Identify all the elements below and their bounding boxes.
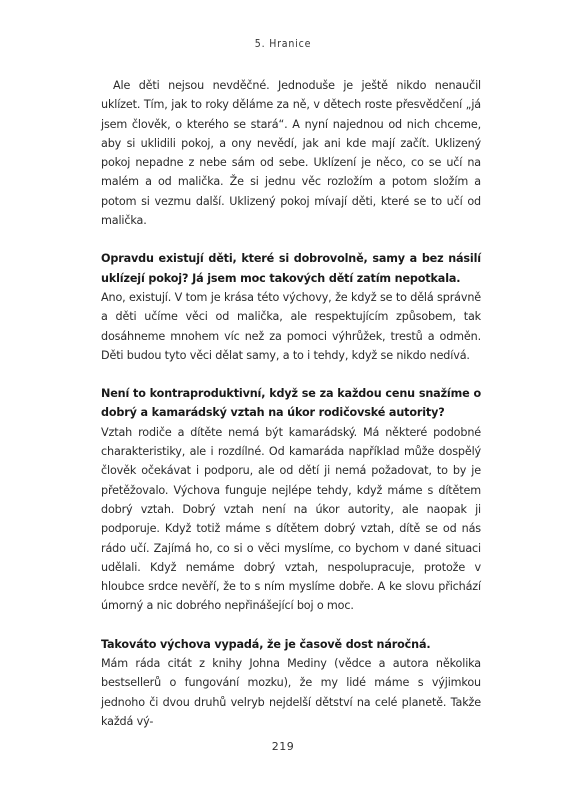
page-body (101, 76, 481, 731)
answer-1: Ano, existují. V tom je krása této výchovy, že když se to dělá správně a děti učíme věci od malička, ale respektujícím způsobem, tak dosáhneme mnohem víc než za pomoci výhrůžek, trestů a odměn. Děti budou tyto věci dělat samy, a to i tehdy, když se nikdo nedívá. (101, 290, 481, 362)
answer-2: Vztah rodiče a dítěte nemá být kamarádský. Má některé podobné charakteristiky, ale i rozdílné. Od kamaráda například může dospělý člověk očekávat i podporu, ale od dětí ji nemá požadovat, to by je přetěžovalo. Výchova funguje nejlépe tehdy, když máme s dítětem dobrý vztah. Dobrý vztah není na úkor autority, ale naopak ji podporuje. Když totiž máme s dítětem dobrý vztah, dítě se od nás rádo učí. Zajímá ho, co si o věci myslíme, co bychom v dané situaci udělali. Když nemáme dobrý vztah, nespolupracuje, protože v hloubce srdce nevěří, že to s ním myslíme dobře. A ke slovu přichází úmorný a nic dobrého nepřinášející boj o moc. (101, 425, 481, 613)
paragraph-intro: Ale děti nejsou nevděčné. Jednoduše je ještě nikdo nenaučil uklízet. Tím, jak to roky děláme za ně, v dětech roste přesvědčení „já jsem člověk, o kterého se stará“. A nyní najednou od nich chceme, aby si uklidili pokoj, a ony nevědí, jak ani kde mají začít. Uklizený pokoj nepadne z nebe sám od sebe. Uklízení je něco, co se učí na malém a od malička. Že si jednu věc rozložím a potom složím a potom si vezmu další. Uklizený pokoj mívají děti, které se to učí od malička. (101, 79, 481, 228)
page-number: 219 (271, 740, 295, 753)
question-1: Opravdu existují děti, které si dobrovolně, samy a bez násilí uklízejí pokoj? Já jsem moc takových dětí zatím nepotkala. (101, 252, 481, 285)
running-head: 5. Hranice (254, 38, 312, 50)
answer-3: Mám ráda citát z knihy Johna Mediny (vědce a autora několika bestsellerů o fungování mozku), že my lidé máme s výjimkou jednoho či dvou druhů velryb nejdelší dětství na celé planetě. Takže každá vý- (101, 657, 481, 728)
question-2: Není to kontraproduktivní, když se za každou cenu snažíme o dobrý a kamarádský vztah na úkor rodičovské autority? (101, 387, 481, 420)
question-3: Takováto výchova vypadá, že je časově dost náročná. (101, 637, 431, 651)
